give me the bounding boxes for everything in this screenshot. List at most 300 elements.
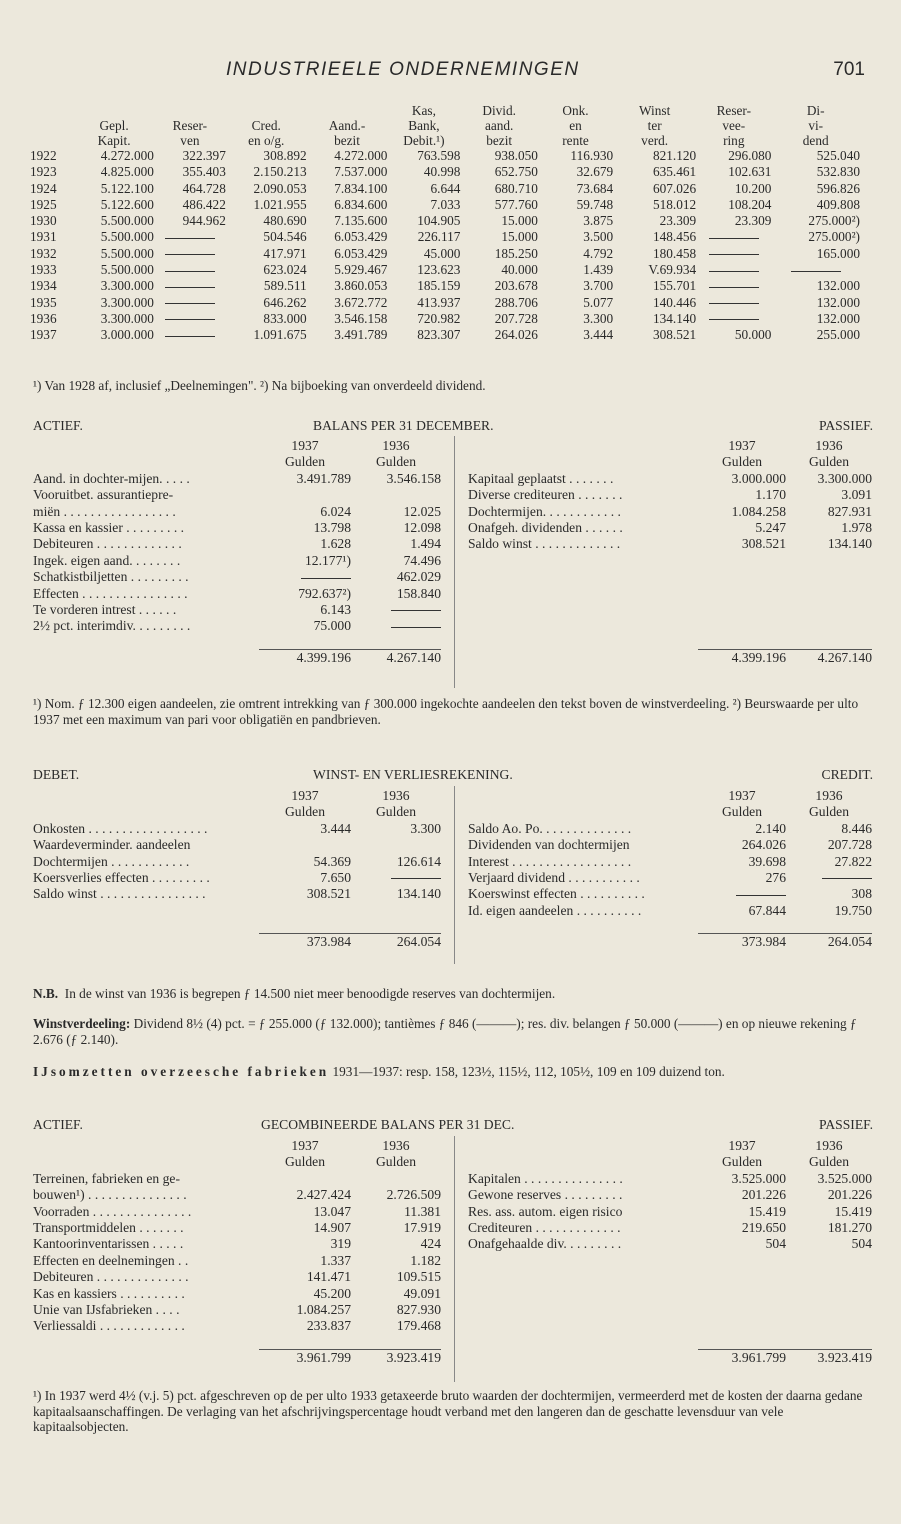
history-cell: 116.930 (570, 148, 614, 163)
winst-amount (351, 837, 441, 853)
balans-section (33, 418, 873, 435)
balans-blank (468, 649, 698, 666)
winst-amount: 27.822 (834, 853, 872, 869)
balans-item-label: Debiteuren . . . . . . . . . . . . . (33, 536, 182, 552)
balans-amount (259, 569, 351, 585)
balans-amount: 74.496 (403, 552, 441, 568)
balans-actief-table (33, 438, 441, 666)
gecombineerd-amount: 504 (765, 1236, 786, 1252)
balans-gap-row (468, 635, 872, 650)
balans-spacer (698, 602, 786, 618)
history-column-header (307, 103, 388, 118)
gecombineerd-blank (33, 1138, 259, 1154)
balans-spacer (468, 569, 698, 585)
nb-note (33, 986, 871, 1002)
dash-mark (301, 578, 351, 579)
gecombineerd-row (33, 1269, 441, 1285)
balans-item-label: Kapitaal geplaatst . . . . . . . (468, 470, 614, 486)
gecombineerd-amount: 109.515 (396, 1269, 441, 1285)
history-cell: 3.700 (583, 278, 614, 294)
history-cell: 308.892 (263, 148, 307, 163)
balans-year-row (33, 438, 441, 454)
gecombineerd-item-label: Crediteuren . . . . . . . . . . . . . (468, 1220, 621, 1236)
gecombineerd-amount: 179.468 (396, 1318, 441, 1334)
gecombineerd-amount: 424 (420, 1236, 441, 1252)
gecombineerd-heading (33, 1117, 873, 1134)
history-cell: 5.077 (583, 294, 614, 310)
gecombineerd-item-label: Kapitalen . . . . . . . . . . . . . . . (468, 1170, 623, 1186)
balans-item-label: 2½ pct. interimdiv. . . . . . . . . (33, 618, 191, 634)
history-cell: 148.456 (652, 229, 697, 245)
winst-section (33, 767, 873, 784)
gecombineerd-year-1937: 1937 (291, 1138, 319, 1153)
history-cell: 525.040 (816, 148, 860, 163)
balans-amount: 308.521 (741, 536, 786, 552)
dash-mark (391, 878, 441, 879)
history-cell: 3.300.000 (100, 278, 154, 294)
history-row (30, 229, 860, 245)
history-cell (154, 311, 226, 327)
gecombineerd-item-label: bouwen¹) . . . . . . . . . . . . . . . (33, 1187, 187, 1203)
dash-mark (709, 303, 759, 304)
balans-title: BALANS PER 31 DECEMBER. (313, 418, 494, 433)
winst-credit-label: CREDIT. (821, 767, 873, 782)
winst-amount: 19.750 (834, 902, 872, 918)
history-column-header: ven (180, 133, 200, 148)
balans-gap-row (33, 635, 441, 650)
winst-item-label: Saldo Ao. Po. . . . . . . . . . . . . . (468, 820, 632, 836)
balans-blank (33, 438, 259, 454)
dash-mark (165, 319, 215, 320)
gecombineerd-amount (259, 1171, 351, 1187)
gecombineerd-item-label: Kantoorinventarissen . . . . . (33, 1236, 184, 1252)
history-cell (771, 262, 860, 278)
gecombineerd-spacer (698, 1302, 786, 1318)
winst-row (468, 837, 872, 853)
history-cell: 6.644 (430, 180, 461, 196)
gecombineerd-amount: 827.930 (396, 1302, 441, 1318)
history-cell: 480.690 (263, 213, 307, 229)
gecombineerd-spacer (698, 1318, 786, 1334)
history-cell: 308.521 (652, 327, 697, 343)
history-cell: 50.000 (734, 327, 772, 343)
history-cell: 1.091.675 (253, 327, 307, 343)
history-year: 1937 (30, 327, 57, 343)
nb-text: In de winst van 1936 is begrepen ƒ 14.500 niet meer benoodigde reserves van dochtermijen. (64, 986, 556, 1001)
history-year: 1936 (30, 310, 57, 326)
history-cell: 3.300 (583, 310, 614, 326)
balans-amount: 12.098 (403, 520, 441, 536)
history-row (30, 164, 860, 180)
history-year: 1931 (30, 229, 57, 245)
balans-row (468, 536, 872, 552)
history-year: 1934 (30, 278, 57, 294)
winst-item-label: Saldo winst . . . . . . . . . . . . . . . . (33, 886, 206, 902)
balans-amount (351, 602, 441, 618)
history-cell: 821.120 (652, 148, 697, 163)
winst-blank (33, 934, 259, 951)
winst-unit-row (468, 804, 872, 820)
winst-item-label: Verjaard dividend . . . . . . . . . . . (468, 870, 640, 886)
winst-divider (454, 786, 455, 964)
balans-blank (468, 438, 698, 454)
gecombineerd-unit: Gulden (808, 1154, 850, 1170)
history-cell: 123.623 (417, 262, 461, 278)
gecombineerd-amount: 1.337 (320, 1252, 351, 1268)
gecombineerd-gap (33, 1335, 441, 1350)
gecombineerd-spacer (468, 1302, 698, 1318)
winst-title: WINST- EN VERLIESREKENING. (313, 767, 513, 782)
history-cell: 7.537.000 (334, 164, 388, 180)
history-cell: 45.000 (423, 245, 461, 261)
history-cell: 1.439 (583, 262, 614, 278)
gecombineerd-footnote: ¹) In 1937 werd 4½ (v.j. 5) pct. afgeschreven op de per ulto 1933 getaxeerde bruto waarden der dochtermijen, vermeerderd met de kosten der daarna gedane kapitaalsaanschaffingen. De verlaging van het afschrijvingspercentage houdt verband met den langeren dan de geschatte levensduur van vele kapitaalsobjecten. (33, 1388, 863, 1434)
history-column-header (226, 103, 307, 118)
balans-row (468, 487, 872, 503)
balans-unit-row (33, 454, 441, 470)
ijsomzetten-text: 1931—1937: resp. 158, 123½, 115½, 112, 105½, 109 en 109 duizend ton. (332, 1064, 725, 1079)
history-cell (696, 278, 771, 294)
gecombineerd-spacer-row (468, 1318, 872, 1334)
balans-amount: 3.491.789 (296, 470, 351, 486)
winst-amount: 7.650 (320, 870, 351, 886)
history-cell: 3.875 (583, 213, 614, 229)
history-cell: 140.446 (652, 294, 697, 310)
winst-row (33, 837, 441, 853)
balans-year-1937: 1937 (728, 438, 756, 453)
winst-item-label: Waardeverminder. aandeelen (33, 837, 191, 853)
history-cell (696, 262, 771, 278)
history-cell: 5.929.467 (334, 262, 388, 278)
history-cell: V.69.934 (648, 262, 697, 278)
balans-spacer (468, 602, 698, 618)
balans-amount: 3.000.000 (731, 470, 786, 486)
winst-year-1937: 1937 (728, 788, 756, 803)
balans-gap (33, 635, 441, 650)
winst-year-row (468, 788, 872, 804)
gecombineerd-item-label: Transportmiddelen . . . . . . . (33, 1220, 184, 1236)
winst-blank (468, 934, 698, 951)
gecombineerd-spacer (468, 1318, 698, 1334)
history-cell: 7.834.100 (334, 180, 388, 196)
dash-mark (165, 238, 215, 239)
gecombineerd-spacer (698, 1286, 786, 1302)
winst-row (468, 821, 872, 837)
balans-amount: 158.840 (396, 585, 441, 601)
balans-passief-table (468, 438, 872, 666)
history-cell: 10.200 (734, 180, 772, 196)
balans-item-label: Schatkistbiljetten . . . . . . . . . (33, 569, 189, 585)
balans-spacer (468, 553, 698, 569)
dash-mark (165, 303, 215, 304)
gecombineerd-gap-row (33, 1335, 441, 1350)
gecombineerd-year-1937: 1937 (728, 1138, 756, 1153)
balans-item-label: Kassa en kassier . . . . . . . . . (33, 520, 185, 536)
gecombineerd-total-1936: 3.923.419 (786, 1349, 872, 1366)
gecombineerd-amount: 15.419 (748, 1203, 786, 1219)
balans-item-label: Saldo winst . . . . . . . . . . . . . (468, 536, 621, 552)
history-cell: 577.760 (494, 196, 538, 212)
balans-spacer (698, 618, 786, 634)
balans-amount: 3.300.000 (817, 470, 872, 486)
winst-gap (468, 919, 872, 934)
history-cell: 207.728 (494, 310, 538, 326)
history-cell: 15.000 (501, 229, 538, 245)
dash-mark (391, 610, 441, 611)
history-cell: 296.080 (728, 148, 772, 163)
history-column-header (154, 103, 226, 118)
gecombineerd-actief-label: ACTIEF. (33, 1117, 83, 1132)
balans-spacer (786, 569, 872, 585)
history-cell: 4.272.000 (334, 148, 388, 163)
balans-total-row (468, 649, 872, 666)
history-column-header: Kas, (411, 103, 436, 118)
gecombineerd-blank (468, 1154, 698, 1170)
balans-year-1936: 1936 (382, 438, 410, 453)
history-cell: 518.012 (652, 196, 697, 212)
gecombineerd-item-label: Effecten en deelnemingen . . (33, 1252, 189, 1268)
balans-row (33, 536, 441, 552)
winst-unit-row (33, 804, 441, 820)
history-cell: 6.053.429 (334, 229, 388, 245)
winst-amount: 126.614 (396, 853, 441, 869)
winstverdeeling-note (33, 1016, 871, 1048)
winst-item-label: Id. eigen aandeelen . . . . . . . . . . (468, 902, 642, 918)
history-cell: 2.150.213 (253, 164, 307, 180)
balans-amount: 1.978 (841, 520, 872, 536)
winst-unit: Gulden (721, 804, 763, 820)
gecombineerd-spacer (786, 1253, 872, 1269)
history-cell: 486.422 (182, 196, 226, 212)
gecombineerd-item-label: Kas en kassiers . . . . . . . . . . (33, 1285, 185, 1301)
history-column-header: bezit (486, 133, 513, 148)
balans-amount: 6.143 (320, 602, 351, 618)
history-header-row (30, 118, 860, 133)
history-year: 1932 (30, 245, 57, 261)
balans-item-label: Ingek. eigen aand. . . . . . . . (33, 552, 181, 568)
balans-item-label: Vooruitbet. assurantiepre- (33, 487, 174, 503)
gecombineerd-total-row (33, 1349, 441, 1366)
history-column-header: verd. (641, 133, 669, 148)
history-cell: 73.684 (576, 180, 614, 196)
winst-spacer (351, 903, 441, 919)
winst-amount: 8.446 (841, 820, 872, 836)
balans-unit: Gulden (808, 454, 850, 470)
balans-total-1936: 4.267.140 (351, 649, 441, 666)
history-year: 1935 (30, 294, 57, 310)
history-cell: 165.000 (816, 245, 860, 261)
winst-total-row (33, 934, 441, 951)
gecombineerd-unit: Gulden (284, 1154, 326, 1170)
gecombineerd-row (468, 1171, 872, 1187)
gecombineerd-amount: 2.726.509 (386, 1187, 441, 1203)
history-column-header: aand. (484, 118, 514, 133)
history-cell: 5.500.000 (100, 262, 154, 278)
history-cell: 7.135.600 (334, 213, 388, 229)
balans-spacer-row (468, 553, 872, 569)
winst-blank (468, 804, 698, 820)
winst-row (33, 854, 441, 870)
gecombineerd-item-label: Gewone reserves . . . . . . . . . (468, 1187, 623, 1203)
gecombineerd-passief-label: PASSIEF. (819, 1117, 873, 1132)
history-column-header: bezit (334, 133, 360, 148)
history-column-header: Reser- (172, 118, 208, 133)
history-cell: 185.250 (494, 245, 538, 261)
winst-amount: 54.369 (313, 853, 351, 869)
gecombineerd-gap-row (468, 1335, 872, 1350)
history-column-header: vee- (722, 118, 746, 133)
history-header-row (30, 133, 860, 148)
gecombineerd-title: GECOMBINEERDE BALANS PER 31 DEC. (261, 1117, 515, 1132)
history-cell: 132.000 (816, 310, 860, 326)
history-cell: 23.309 (659, 213, 697, 229)
history-cell: 5.122.600 (100, 196, 154, 212)
history-cell: 6.053.429 (334, 245, 388, 261)
history-row (30, 262, 860, 278)
gecombineerd-year-1936: 1936 (815, 1138, 843, 1153)
history-column-header (30, 133, 74, 148)
winst-gap-row (33, 919, 441, 934)
balans-item-label: miën . . . . . . . . . . . . . . . . . (33, 503, 176, 519)
winstverdeeling-label: Winstverdeeling: (33, 1016, 131, 1031)
balans-footnote: ¹) Nom. ƒ 12.300 eigen aandeelen, zie omtrent intrekking van ƒ 300.000 ingekochte aandeelen den tekst boven de winstverdeeling. ²) Beurswaarde per ulto 1937 met een maximum van pari voor obligatiën en pandbrieven. (33, 696, 859, 727)
gecombineerd-amount: 45.200 (313, 1285, 351, 1301)
winst-total-1936: 264.054 (351, 934, 441, 951)
history-cell: 596.826 (816, 180, 860, 196)
balans-item-label: Aand. in dochter-mijen. . . . . (33, 470, 190, 486)
history-cell: 6.834.600 (334, 196, 388, 212)
history-cell: 4.272.000 (100, 148, 154, 163)
history-cell: 15.000 (501, 213, 538, 229)
history-cell: 322.397 (182, 148, 226, 163)
balans-amount: 134.140 (827, 536, 872, 552)
winst-row (33, 870, 441, 886)
winst-unit: Gulden (808, 804, 850, 820)
balans-row (33, 569, 441, 585)
balans-amount (351, 487, 441, 503)
winst-debet-label: DEBET. (33, 767, 80, 782)
winst-row (468, 854, 872, 870)
history-cell: 938.050 (494, 148, 538, 163)
history-cell: 5.500.000 (100, 245, 154, 261)
winst-amount (698, 886, 786, 902)
balans-amount: 3.091 (841, 487, 872, 503)
history-cell: 589.511 (263, 278, 307, 294)
gecombineerd-spacer (786, 1302, 872, 1318)
gecombineerd-section (33, 1117, 873, 1134)
gecombineerd-blank (33, 1349, 259, 1366)
history-column-header: ter (647, 118, 662, 133)
gecombineerd-amount: 15.419 (834, 1203, 872, 1219)
history-cell: 646.262 (263, 294, 307, 310)
history-cell: 5.500.000 (100, 213, 154, 229)
gecombineerd-amount: 201.226 (741, 1187, 786, 1203)
gecombineerd-amount: 49.091 (403, 1285, 441, 1301)
history-cell: 255.000 (816, 327, 860, 343)
balans-amount: 462.029 (396, 569, 441, 585)
winst-blank (33, 788, 259, 804)
gecombineerd-amount: 3.525.000 (817, 1170, 872, 1186)
balans-spacer (786, 618, 872, 634)
history-column-header: Cred. (251, 118, 281, 133)
gecombineerd-amount: 1.182 (410, 1252, 441, 1268)
nb-label: N.B. (33, 986, 59, 1001)
balans-row (33, 553, 441, 569)
history-column-header: rente (562, 133, 589, 148)
dash-mark (391, 627, 441, 628)
winst-amount: 264.026 (741, 837, 786, 853)
history-cell: 4.792 (583, 245, 614, 261)
gecombineerd-row (33, 1220, 441, 1236)
history-cell: 275.000²) (808, 229, 860, 245)
balans-amount: 12.025 (403, 503, 441, 519)
balans-gap (468, 635, 872, 650)
history-cell: 413.937 (417, 294, 461, 310)
history-cell (154, 229, 226, 245)
winst-item-label: Interest . . . . . . . . . . . . . . . . . . (468, 853, 632, 869)
history-cell: 132.000 (816, 278, 860, 294)
winst-debet-table (33, 788, 441, 951)
history-cell: 40.998 (423, 164, 461, 180)
history-column-header: Debit.¹) (403, 133, 445, 148)
history-cell: 288.706 (494, 294, 538, 310)
balans-amount: 13.798 (313, 520, 351, 536)
gecombineerd-year-row (468, 1138, 872, 1154)
balans-spacer-row (468, 602, 872, 618)
winst-gap-row (468, 919, 872, 934)
gecombineerd-unit-row (468, 1154, 872, 1170)
winst-total-row (468, 934, 872, 951)
balans-amount: 1.084.258 (731, 503, 786, 519)
history-cell: 23.309 (734, 213, 772, 229)
history-cell: 264.026 (494, 327, 538, 343)
winst-heading (33, 767, 873, 784)
history-cell: 409.808 (816, 196, 860, 212)
gecombineerd-total-1937: 3.961.799 (259, 1349, 351, 1366)
gecombineerd-blank (33, 1154, 259, 1170)
gecombineerd-item-label: Verliessaldi . . . . . . . . . . . . . (33, 1318, 185, 1334)
winst-amount: 134.140 (396, 886, 441, 902)
history-cell: 504.546 (263, 229, 307, 245)
history-cell: 185.159 (417, 278, 461, 294)
balans-total-1937: 4.399.196 (259, 649, 351, 666)
gecombineerd-passief-table (468, 1138, 872, 1366)
gecombineerd-amount: 3.525.000 (731, 1170, 786, 1186)
history-cell: 623.024 (263, 262, 307, 278)
ijsomzetten-note (33, 1064, 871, 1080)
history-header-row (30, 103, 860, 118)
history-column-header: Di- (806, 103, 825, 118)
balans-row (468, 520, 872, 536)
gecombineerd-total-row (468, 1349, 872, 1366)
history-cell: 763.598 (417, 148, 461, 163)
dash-mark (709, 287, 759, 288)
balans-blank (33, 649, 259, 666)
winst-amount: 39.698 (748, 853, 786, 869)
history-cell: 108.204 (728, 196, 772, 212)
balans-amount (351, 618, 441, 634)
gecombineerd-row (33, 1286, 441, 1302)
balans-row (33, 471, 441, 487)
winst-row (468, 870, 872, 886)
history-row (30, 278, 860, 294)
ijsomzetten-label: IJsomzetten overzeesche fabrieken (33, 1064, 330, 1079)
gecombineerd-year-row (33, 1138, 441, 1154)
gecombineerd-item-label: Voorraden . . . . . . . . . . . . . . . (33, 1203, 192, 1219)
history-cell: 59.748 (576, 196, 614, 212)
history-year: 1930 (30, 213, 57, 229)
winst-unit: Gulden (375, 804, 417, 820)
